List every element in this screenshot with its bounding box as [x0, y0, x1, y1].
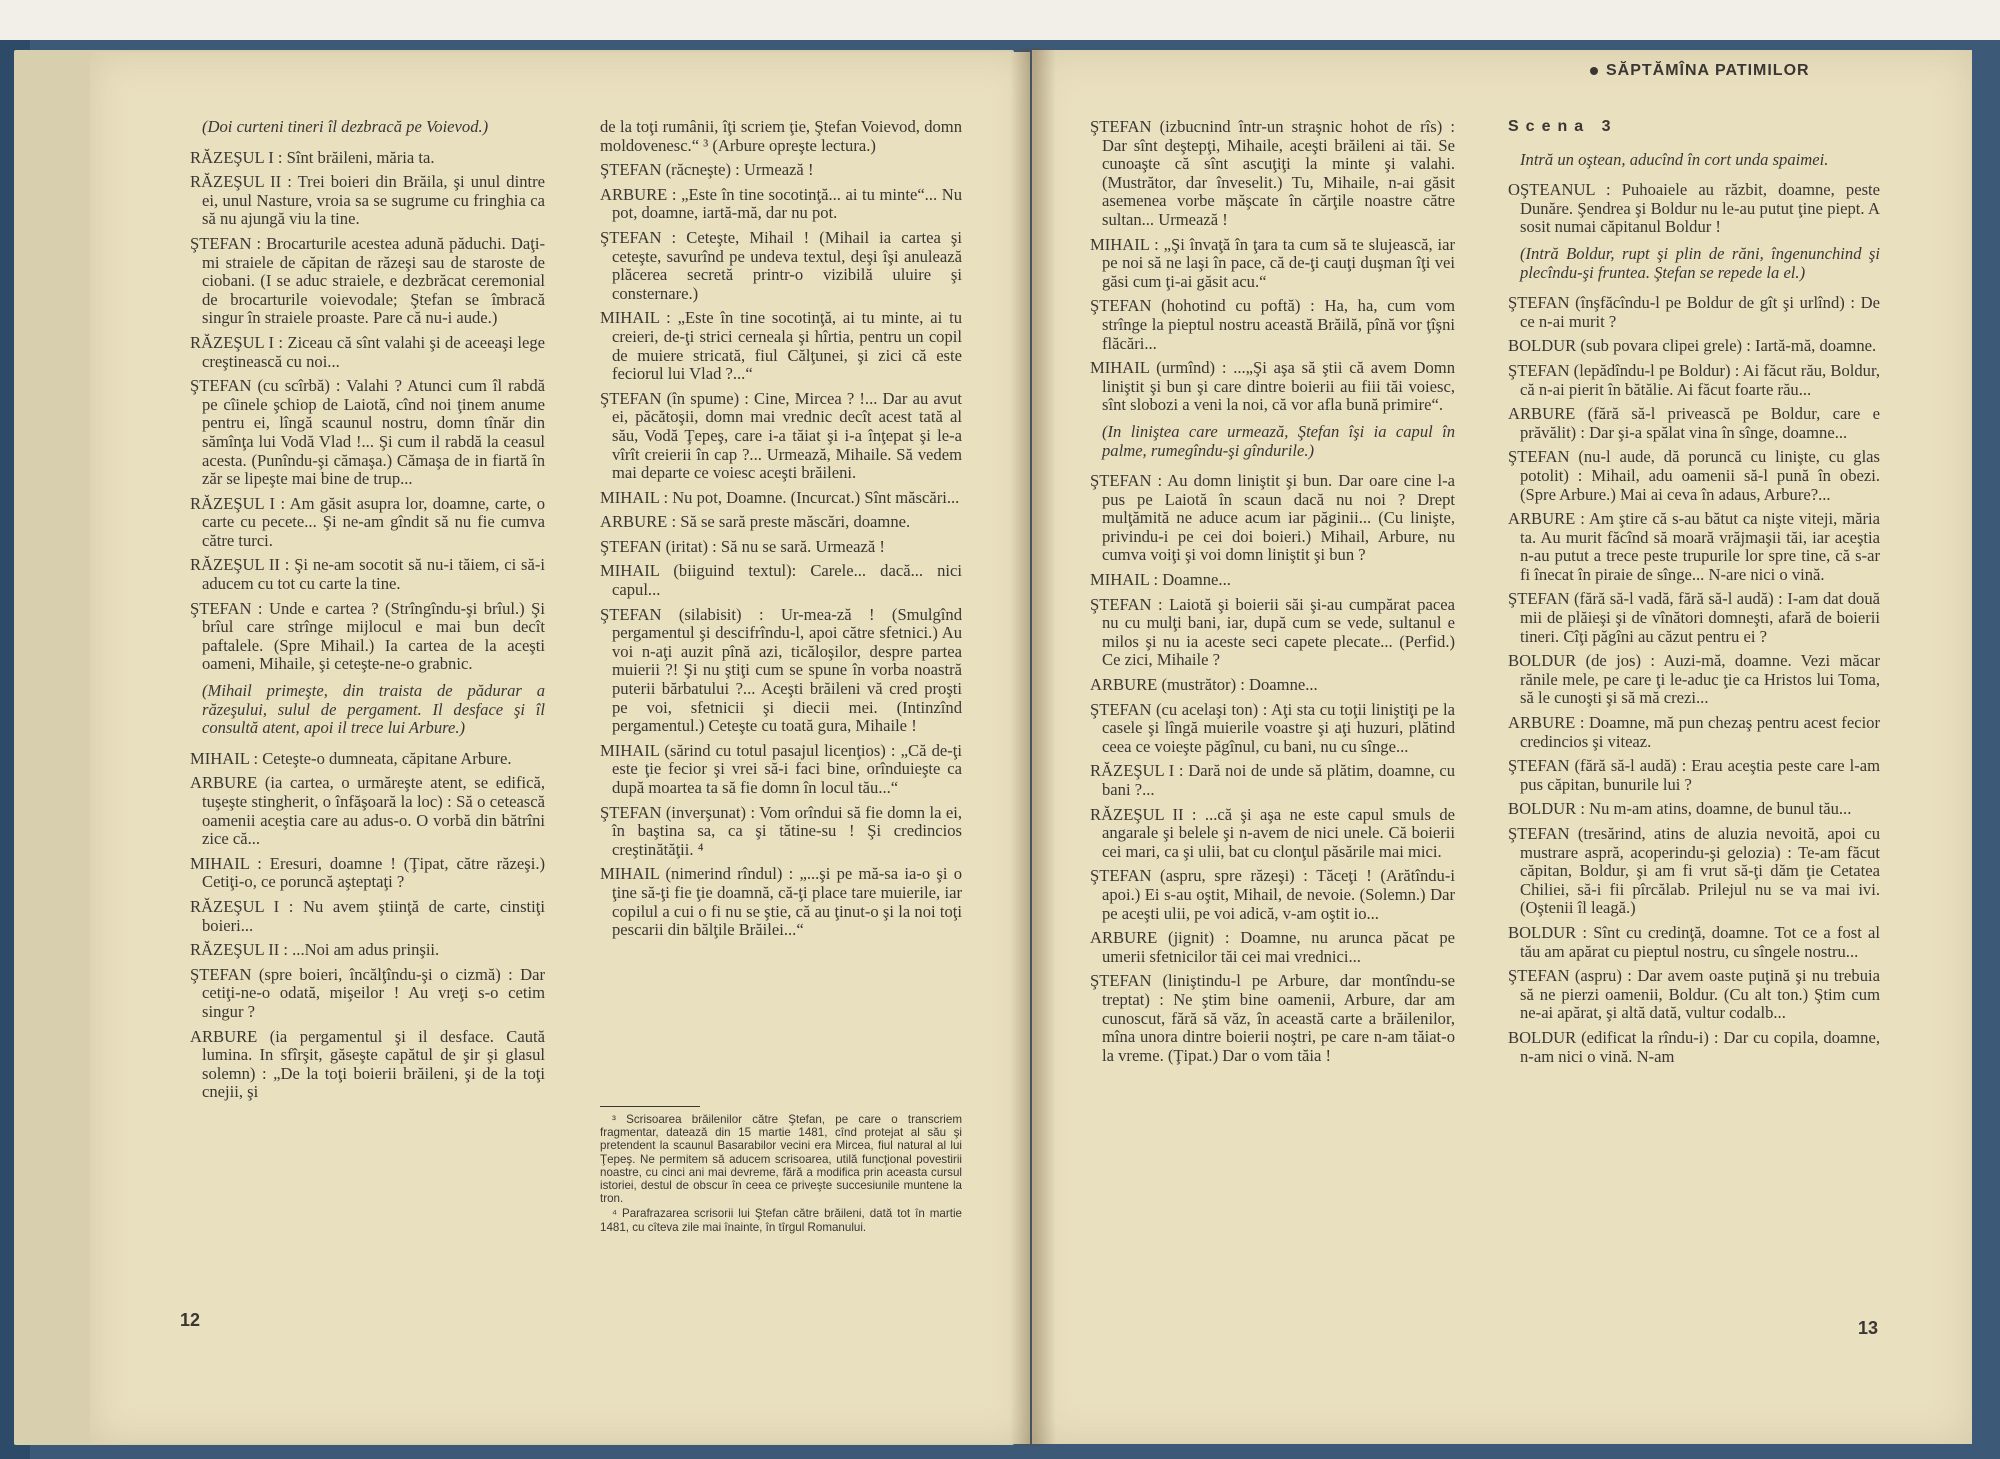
dialogue-line: ŞTEFAN (inverşunat) : Vom orîndui să fie domn la ei, în baştina sa, ca şi tătine-su ! Şi credincios creştinătăţii. ⁴ — [600, 802, 962, 859]
dialogue-line: RĂZEŞUL I : Dară noi de unde să plătim, doamne, cu bani ?... — [1090, 761, 1455, 799]
footnote-rule — [600, 1106, 700, 1107]
dialogue-line: RĂZEŞUL II : Trei boieri din Brăila, şi unul dintre ei, unul Nasture, vroia sa se sugrume cu fringhia ca să nu ajungă viu la tine. — [190, 172, 545, 229]
dialogue-line: ŞTEFAN : Laiotă şi boierii săi şi-au cumpărat pacea nu cu mulţi bani, iar, după cum se vede, sultanul e milos şi nu ia aceste seci capete plecate... (Perfid.) Ce zici, Mihaile ? — [1090, 594, 1455, 670]
dialogue-line: ŞTEFAN (fără să-l audă) : Erau aceştia peste care l-am pus căpitan, bunurile lui ? — [1508, 756, 1880, 794]
dialogue-line: OŞTEANUL : Puhoaiele au răzbit, doamne, peste Dunăre. Şendrea şi Boldur nu le-au putut ţine piept. A sosit numai căpitanul Boldur ! — [1508, 180, 1880, 237]
dialogue-line: MIHAIL : Doamne... — [1090, 570, 1231, 590]
dialogue-line: MIHAIL : Ceteşte-o dumneata, căpitane Arbure. — [190, 748, 512, 768]
dialogue-line: ŞTEFAN (tresărind, atins de aluzia nevoită, apoi cu mustrare aspră, acoperindu-şi gelozia) : Te-am făcut căpitan, Boldur, şi am fi vrut să-ţi dăm ţie Cetatea Chiliei, să-i fii pîrcălab. Prilejul nu se va mai ivi. (Oştenii îl leagă.) — [1508, 824, 1880, 918]
left-page-column-1 — [190, 110, 545, 1310]
right-page-column-2 — [1508, 118, 1880, 1318]
dialogue-line: ŞTEFAN : Au domn liniştit şi bun. Dar oare cine l-a pus pe Laiotă în scaun dacă nu noi ? Drept mulţămită ne aduce acum iar păginii... (Cu linişte, privindu-i pe cei doi boieri.) Mihail, Arbure, nu cumva voiţi şi voi domn liniştit şi bun ? — [1090, 471, 1455, 565]
left-page-column-2 — [600, 118, 962, 1118]
dialogue-line: MIHAIL : Eresuri, doamne ! (Ţipat, către răzeşi.) Cetiţi-o, ce poruncă aşteptaţi ? — [190, 853, 545, 892]
dialogue-line: ARBURE : „Este în tine socotinţă... ai tu minte“... Nu pot, doamne, iartă-mă, dar nu pot. — [600, 184, 962, 223]
dialogue-line: ŞTEFAN (aspru) : Dar avem oaste puţină şi nu trebuia să ne pierzi oamenii, Boldur. (Cu alt ton.) Ştim cum ne-ai apărat, şi altă dată, vultur codalb... — [1508, 966, 1880, 1023]
dialogue-line: ŞTEFAN : Brocarturile acestea adună păduchi. Daţi-mi straiele de căpitan de răzeşi sau de staroste de ciobani. (I se aduc straiele, e dezbrăcat ceremonial de brocarturile voievodale; Ştefan se îmbracă singur în straiele proaste. Pare că nu-i aude.) — [190, 233, 545, 328]
scene-heading: Scena 3 — [1508, 118, 1618, 135]
dialogue-line: de la toţi rumânii, îţi scriem ţie, Ştefan Voievod, domn moldovenesc.“ ³ (Arbure opreşte lectura.) — [600, 118, 962, 155]
dialogue-line: ARBURE (fără să-l privească pe Boldur, care e prăvălit) : Dar şi-a spălat vina în sînge, doamne... — [1508, 404, 1880, 442]
dialogue-line: MIHAIL (biiguind textul): Carele... dacă... nici capul... — [600, 561, 962, 600]
dialogue-line: RĂZEŞUL II : ...Noi am adus prinşii. — [190, 940, 440, 960]
dialogue-line: RĂZEŞUL I : Nu avem ştiinţă de carte, cinstiţi boieri... — [190, 896, 545, 935]
dialogue-line: ŞTEFAN (hohotind cu poftă) : Ha, ha, cum vom strînge la pieptul nostru această Brăilă, pînă vor ţîşni flăcări... — [1090, 296, 1455, 353]
dialogue-line: ŞTEFAN (fără să-l vadă, fără să-l audă) : I-am dat două mii de plăieşi şi de vînători domneşti, afară de boierii tineri. Cîţi păgîni au căzut pentru ei ? — [1508, 589, 1880, 646]
footnote: ³ Scrisoarea brăilenilor către Ştefan, pe care o transcriem fragmentar, datează din 15 martie 1481, cînd protejat al său şi pretendent la scaunul Basarabilor vecini era Mircea, fiul natural al lui Ţepeş. Ne permitem să aducem scrisoarea, utilă funcţional povestirii noastre, cu cinci ani mai devreme, fără a modifica prin aceasta cursul istoriei, destul de obscur în ceea ce priveşte succesiunile muntene la tron. — [600, 1113, 962, 1206]
dialogue-line: RĂZEŞUL II : ...că şi aşa ne este capul smuls de angarale şi belele şi n-avem de nici unele. Că boierii cei mari, ca şi ulii, bat cu clonţul păsările mai mici. — [1090, 804, 1455, 861]
right-page-column-1 — [1090, 118, 1455, 1318]
dialogue-line: ARBURE : Doamne, mă pun chezaş pentru acest fecior credincios şi viteaz. — [1508, 713, 1880, 751]
dialogue-line: ARBURE : Am ştire că s-au bătut ca nişte viteji, măria ta. Au murit făcînd să moară vrăjmaşii tăi, iar aceştia n-au putut a trece peste trupurile lor spre tine, că s-ar fi înecat în piraie de sînge... N-are nici o vină. — [1508, 509, 1880, 584]
dialogue-line: ŞTEFAN (aspru, spre răzeşi) : Tăceţi ! (Arătîndu-i apoi.) Ei s-au oştit, Mihail, de nevoie. (Solemn.) Dar pe aceşti ulii, pe voi adică, v-am oştit io... — [1090, 866, 1455, 923]
page-number-left: 12 — [180, 1310, 201, 1330]
dialogue-line: ŞTEFAN (răcneşte) : Urmează ! — [600, 160, 814, 180]
dialogue-line: BOLDUR (de jos) : Auzi-mă, doamne. Vezi măcar rănile mele, pe care ţi le-aduc ţie ca Hristos lui Toma, să le cunoşti şi să mă crezi... — [1508, 651, 1880, 708]
book-cover-top — [0, 0, 2000, 40]
dialogue-line: RĂZEŞUL I : Sînt brăileni, măria ta. — [190, 147, 435, 167]
dialogue-line: ŞTEFAN (silabisit) : Ur-mea-ză ! (Smulgînd pergamentul şi descifrîndu-l, apoi către sfetnici.) Au voi n-aţi auzit pînă azi, ticăloşilor, despre partea muierii ?! Şi nu ştiţi cum se spune în vorba noastră puterii bărbatului ?... Aceşti brăileni vă cred proşti pe voi, sfetnicii şi diecii mei. (Intinzînd pergamentul.) Ceteşte cu toată gura, Mihaile ! — [600, 604, 962, 736]
page-number-right: 13 — [1858, 1318, 1879, 1338]
dialogue-line: BOLDUR : Nu m-am atins, doamne, de bunul tău... — [1508, 799, 1852, 819]
dialogue-line: ARBURE (ia pergamentul şi il desface. Caută lumina. In sfîrşit, găseşte capătul de şir şi glasul solemn) : „De la toţi boierii brăileni, şi de la toţi cnejii, şi — [190, 1026, 545, 1102]
stage-direction: (Intră Boldur, rupt şi plin de răni, îngenunchind şi plecîndu-şi fruntea. Ştefan se repede la el.) — [1520, 243, 1880, 282]
dialogue-line: ŞTEFAN (liniştindu-l pe Arbure, dar montîndu-se treptat) : Ne ştim bine oamenii, Arbure, dar am cunoscut, fără să văz, în această carte a brăilenilor, mîna unora dintre boierii noştri, pe care n-am tăiat-o la vreme. (Ţipat.) Dar o vom tăia ! — [1090, 971, 1455, 1065]
dialogue-line: ŞTEFAN (în spume) : Cine, Mircea ? !... Dar au avut ei, păcătoşii, domn mai vrednic decît acest tată al său, Vodă Ţepeş, care i-a tăiat şi i-a înţepat şi le-a vîrît creierii în cap ?... Urmează, Mihaile. Să vedem mai departe ce voiesc aceşti brăileni. — [600, 388, 962, 483]
dialogue-line: ŞTEFAN (cu acelaşi ton) : Aţi sta cu toţii liniştiţi pe la casele şi lîngă muierile voastre şi aţi huzuri, plătind ceea ce voieşte păgînul, cu bani, nu cu sînge... — [1090, 699, 1455, 756]
dialogue-line: ŞTEFAN : Unde e cartea ? (Strîngîndu-şi brîul.) Şi brîul care strînge mijlocul e mai bun decît paftalele. (Spre Mihail.) Ia cartea de la aceşti oameni, Mihaile, şi ceteşte-ne-o grabnic. — [190, 598, 545, 674]
dialogue-line: ARBURE (ia cartea, o urmăreşte atent, se edifică, tuşeşte stingherit, o înfăşoară la loc) : Să o cetească oamenii aceştia care au adus-o. O vorbă din bătrîni zice că... — [190, 773, 545, 849]
dialogue-line: ŞTEFAN (înşfăcîndu-l pe Boldur de gît şi urlînd) : De ce n-ai murit ? — [1508, 293, 1880, 331]
stage-direction: (Doi curteni tineri îl dezbracă pe Voievod.) — [202, 117, 489, 136]
dialogue-line: ŞTEFAN (iritat) : Să nu se sară. Urmează ! — [600, 536, 885, 556]
dialogue-line: BOLDUR : Sînt cu credinţă, doamne. Tot ce a fost al tău am apărat cu pieptul nostru, cu sîngele nostru... — [1508, 922, 1880, 961]
dialogue-line: RĂZEŞUL I : Ziceau că sînt valahi şi de aceeaşi lege creştinească cu noi... — [190, 332, 545, 371]
dialogue-line: ŞTEFAN : Ceteşte, Mihail ! (Mihail ia cartea şi ceteşte, savurînd pe undeva textul, deşi îşi anulează plăcerea secretă printr-o vizibilă uluire şi consternare.) — [600, 227, 962, 303]
footnotes — [600, 1098, 962, 1298]
dialogue-line: ŞTEFAN (spre boieri, încălţîndu-şi o cizmă) : Dar cetiţi-ne-o odată, mişeilor ! Au vreţi s-o cetim singur ? — [190, 964, 545, 1021]
dialogue-line: MIHAIL (nimerind rîndul) : „...şi pe mă-sa ia-o şi o ţine să-ţi fie ţie doamnă, că-ţi place tare muierile, iar copilul a cui o fi nu se ştie, că au ţinut-o şi la noi toţi pescarii din bălţile Brăilei...“ — [600, 864, 962, 940]
dialogue-line: RĂZEŞUL II : Şi ne-am socotit să nu-i tăiem, ci să-i aducem cu tot cu carte la tine. — [190, 555, 545, 594]
dialogue-line: ŞTEFAN (izbucnind într-un straşnic hohot de rîs) : Dar sînt deştepţi, Mihaile, aceşti brăileni ai tăi. Se cunoaşte că sînt ascuţiţi la minte şi valahi. (Mustrător, dar înveselit.) Tu, Mihaile, n-ai găsit asemenea vorbe măşcate în cărţile noastre către sultan... Urmează ! — [1090, 118, 1455, 229]
dialogue-line: MIHAIL : „Este în tine socotinţă, ai tu minte, ai tu creieri, de-ţi strici cerneala şi hîrtia, pentru un copil de muiere stricată, fiul Călţunei, şi zici că este feciorul lui Vlad ?...“ — [600, 308, 962, 384]
stage-direction: Intră un oştean, aducînd în cort unda spaimei. — [1520, 149, 1829, 169]
dialogue-line: MIHAIL : Nu pot, Doamne. (Incurcat.) Sînt măscări... — [600, 487, 960, 507]
dialogue-line: ŞTEFAN (nu-l aude, dă poruncă cu linişte, cu glas potolit) : Mihail, adu oamenii să-l pună în obezi. (Spre Arbure.) Mai ai ceva în adaus, Arbure?... — [1508, 447, 1880, 504]
dialogue-line: ŞTEFAN (lepădîndu-l pe Boldur) : Ai făcut rău, Boldur, că n-ai pierit în bătălie. Ai făcut foarte rău... — [1508, 360, 1880, 399]
dialogue-line: BOLDUR (edificat la rîndu-i) : Dar cu copila, doamne, n-am nici o vină. N-am — [1508, 1027, 1880, 1066]
bullet-icon — [1590, 67, 1598, 75]
running-header — [1590, 62, 1810, 80]
stage-direction: (Mihail primeşte, din traista de pădurar a răzeşului, sulul de pergament. Il desface şi îl consultă atent, apoi il trece lui Arbure.) — [202, 681, 545, 738]
running-title: SĂPTĂMÎNA PATIMILOR — [1606, 62, 1810, 79]
dialogue-line: MIHAIL (sărind cu totul pasajul licenţios) : „Că de-ţi este ţie fecior şi vrei să-i faci bine, orînduieşte ca după moartea ta să fie domn în locul tău...“ — [600, 740, 962, 797]
stage-direction: (In liniştea care urmează, Ştefan îşi ia capul în palme, rumegîndu-şi gîndurile.) — [1102, 421, 1455, 460]
dialogue-line: MIHAIL (urmînd) : ...„Şi aşa să ştii că avem Domn liniştit şi bun şi care dintre boierii au fiii tăi voiesc, sînt slobozi a veni la noi, că vor afla bună primire“. — [1090, 358, 1455, 415]
dialogue-line: BOLDUR (sub povara clipei grele) : Iartă-mă, doamne. — [1508, 336, 1877, 356]
dialogue-line: ARBURE : Să se sară preste măscări, doamne. — [600, 512, 911, 532]
dialogue-line: ARBURE (jignit) : Doamne, nu arunca păcat pe umerii sfetnicilor tăi cei mai vrednici... — [1090, 928, 1455, 966]
dialogue-line: ARBURE (mustrător) : Doamne... — [1090, 675, 1318, 695]
footnote: ⁴ Parafrazarea scrisorii lui Ştefan către brăileni, dată tot în martie 1481, cu cîteva zile mai înainte, în tîrgul Romanului. — [600, 1207, 962, 1234]
dialogue-line: RĂZEŞUL I : Am găsit asupra lor, doamne, carte, o carte cu pecete... Şi ne-am gîndit să nu fie cumva către turci. — [190, 493, 545, 550]
dialogue-line: MIHAIL : „Şi învaţă în ţara ta cum să te slujească, iar pe noi să ne laşi în pace, că de-ţi cauţi duşman îţi vei găsi cum ţi-ai găsit acu.“ — [1090, 234, 1455, 291]
dialogue-line: ŞTEFAN (cu scîrbă) : Valahi ? Atunci cum îl rabdă pe cîinele şchiop de Laiotă, cînd noi ţinem anume pentru ei, lîngă scaunul nostru, domn tînăr din sămînţa lui Vodă Vlad !... Şi cum il rabdă la ceasul acesta. (Punîndu-şi cămaşa.) Cămaşa de in fiartă în zăr se lipeşte mai bine de trup... — [190, 376, 545, 489]
